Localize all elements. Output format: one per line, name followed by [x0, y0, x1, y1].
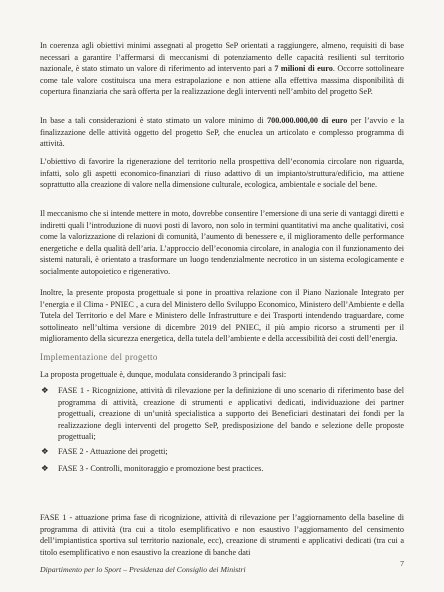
footer-department: Dipartimento per lo Sport – Presidenza del Consiglio dei Ministri	[40, 565, 246, 574]
list-item	[40, 446, 404, 458]
paragraph-text: . Occorre sottolineare come tale valore costituisca una mera estrapolazione e non attiene alla effettiva massima disponibilità di copertura finanziaria che sarà offerta per la realizzazione degli interventi nell’ambito del progetto SeP.	[40, 64, 404, 97]
paragraph-minimum-value	[40, 115, 404, 150]
list-item	[40, 385, 404, 443]
bold-amount: 7 milioni di euro	[274, 64, 333, 74]
section-heading: Implementazione del progetto	[40, 352, 158, 362]
diamond-bullet-icon: ❖	[41, 385, 49, 395]
page-number: 7	[400, 559, 404, 568]
diamond-bullet-icon: ❖	[41, 445, 49, 456]
paragraph-text: In coerenza agli obiettivi minimi assegnati al progetto SeP orientati a raggiungere, almeno, requisiti di base necessari a garantire l’affermarsi di meccanismi di potenziamento delle capacità resilienti sul territorio nazionale, è stato stimato un valore di riferimento ad intervento pari a	[40, 41, 404, 74]
paragraph-pniec: Inoltre, la presente proposta progettuale si pone in proattiva relazione con il Piano Nazionale Integrato per l’energia e il Clima - PNIEC , a cura del Ministero dello Sviluppo Economico, Ministero dell’Ambiente e della Tutela del Territorio e del Mare e Ministero delle Infrastrutture e dei Trasporti intendendo traguardare, come sottolineato nell’ultima versione di dicembre 2019 del PNIEC, il più ampio ricorso a strumenti per il miglioramento della sicurezza energetica, della tutela dell’ambiente e della accessibilità dei costi dell’energia.	[40, 288, 404, 344]
bold-amount: 700.000.000,00 di euro	[267, 116, 348, 125]
page-footer	[40, 559, 404, 576]
paragraph-reference-value	[40, 40, 404, 98]
paragraph-text: per l’avvio e la finalizzazione delle attività oggetto del progetto SeP, che enuclea un articolato e complesso programma di attività.	[40, 116, 405, 149]
paragraph-text: In base a tali considerazioni è stato stimato un valore minimo di	[40, 116, 268, 125]
paragraph-phase1-detail: FASE 1 - attuazione prima fase di ricognizione, attività di rilevazione per l’aggiornamento della baseline di programma di attività (tra cui a titolo esemplificativo e non esaustivo l’aggiornamento del censimento dell’impiantistica sportiva sul territorio nazionale, ecc), creazione di strumenti e applicativi dedicati (tra cui a titolo esemplificativo e non esaustivo la creazione di banche dati	[40, 513, 404, 557]
phase-text: FASE 3 - Controlli, monitoraggio e promozione best practices.	[58, 463, 264, 473]
list-item	[40, 463, 404, 475]
diamond-bullet-icon: ❖	[41, 462, 49, 473]
paragraph-mechanism: Il meccanismo che si intende mettere in moto, dovrebbe consentire l’emersione di una serie di vantaggi diretti e indiretti quali l’introduzione di nuovi posti di lavoro, non solo in termini quantitativi ma anche qualitativi, così come la valorizzazione di relazioni di comunità, l’aumento di benessere e, il miglioramento delle performance energetiche e della qualità dell’aria. L’approccio dell’economia circolare, in analogia con il funzionamento dei sistemi naturali, è orientato a trasformare un luogo tendenzialmente necrotico in un sistema ecologicamente e socialmente autopoietico e rigenerativo.	[40, 209, 404, 276]
phases-list	[40, 385, 404, 474]
phase-text: FASE 2 - Attuazione dei progetti;	[58, 446, 168, 456]
phase-text: FASE 1 - Ricognizione, attività di rilevazione per la definizione di uno scenario di riferimento base del programma di attività, creazione di strumenti e applicativi dedicati, individuazione dei partner progettuali, creazione di un’unità specialistica a supporto dei Beneficiari destinatari dei fondi per la realizzazione degli interventi del progetto SeP, predisposizione del bando e selezione delle proposte progettuali;	[58, 386, 404, 442]
paragraph-phases-intro: La proposta progettuale è, dunque, modulata considerando 3 principali fasi:	[40, 370, 287, 379]
paragraph-circular-economy: L’obiettivo di favorire la rigenerazione del territorio nella prospettiva dell’economia circolare non riguarda, infatti, solo gli aspetti economico-finanziari di riuso adattivo di un impianto/struttura/edificio, ma attiene soprattutto alla creazione di valore nella dimensione culturale, ecologica, ambientale e sociale del bene.	[40, 157, 404, 190]
